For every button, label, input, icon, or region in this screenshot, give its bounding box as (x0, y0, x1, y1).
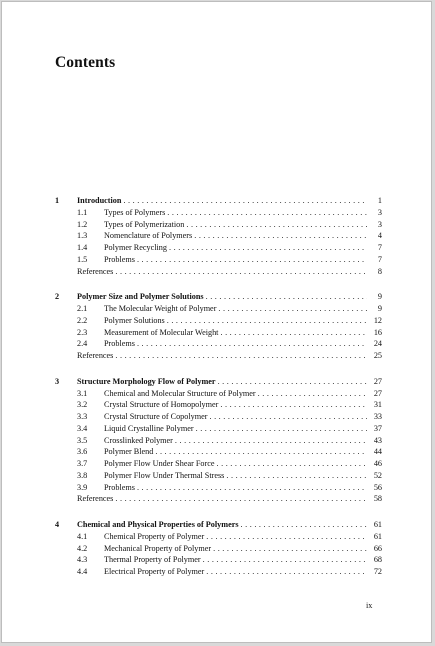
toc-chapter-entry[interactable] (55, 376, 382, 388)
chapter-page-number: 27 (373, 376, 382, 386)
section-page-number: 56 (373, 482, 382, 492)
dot-leader (220, 399, 367, 411)
table-of-contents (55, 195, 382, 592)
section-page-number: 7 (377, 243, 382, 252)
section-number: 3.3 (77, 412, 88, 421)
references-label: References (77, 494, 114, 504)
section-page-number: 9 (377, 304, 382, 313)
dot-leader (226, 470, 367, 482)
chapter-page-number: 1 (377, 196, 382, 205)
toc-section-entry[interactable] (55, 566, 382, 578)
toc-section-entry[interactable] (55, 242, 382, 254)
section-title: Types of Polymerization (104, 219, 185, 229)
section-number: 4.2 (77, 543, 88, 553)
dot-leader (241, 519, 367, 531)
dot-leader (115, 350, 367, 362)
section-number: 3.9 (77, 482, 88, 492)
chapter-title: Structure Morphology Flow of Polymer (77, 376, 216, 386)
toc-section-entry[interactable] (55, 543, 382, 555)
chapter-page-number: 9 (377, 292, 382, 302)
dot-leader (175, 435, 367, 447)
dot-leader (206, 566, 367, 578)
toc-section-entry[interactable] (55, 446, 382, 458)
dot-leader (209, 411, 367, 423)
section-page-number: 33 (373, 412, 382, 421)
dot-leader (203, 554, 367, 566)
toc-section-entry[interactable] (55, 435, 382, 447)
section-number: 3.4 (77, 423, 88, 433)
dot-leader (169, 242, 367, 254)
chapter-block (55, 291, 382, 362)
chapter-page-number: 61 (373, 520, 382, 529)
section-page-number: 72 (373, 567, 382, 576)
toc-section-entry[interactable] (55, 423, 382, 435)
section-title: Chemical and Molecular Structure of Polymer (104, 388, 256, 398)
toc-section-entry[interactable] (55, 230, 382, 242)
section-page-number: 66 (373, 543, 382, 553)
section-number: 3.2 (77, 400, 88, 410)
toc-section-entry[interactable] (55, 470, 382, 482)
dot-leader (258, 388, 367, 400)
section-number: 1.5 (77, 254, 88, 264)
toc-section-entry[interactable] (55, 531, 382, 543)
section-title: Problems (104, 482, 135, 492)
dot-leader (196, 423, 367, 435)
references-page-number: 25 (373, 351, 382, 360)
references-page-number: 58 (373, 494, 382, 504)
toc-section-entry[interactable] (55, 338, 382, 350)
section-title: Polymer Flow Under Thermal Stress (104, 470, 225, 480)
dot-leader (167, 207, 367, 219)
section-page-number: 44 (373, 447, 382, 457)
section-title: Thermal Property of Polymer (104, 555, 201, 565)
section-number: 1.2 (77, 219, 88, 229)
dot-leader (217, 458, 367, 470)
section-page-number: 4 (377, 231, 382, 241)
toc-section-entry[interactable] (55, 315, 382, 327)
dot-leader (167, 315, 367, 327)
dot-leader (194, 230, 367, 242)
chapter-title: Introduction (77, 196, 122, 205)
chapter-number: 4 (55, 520, 60, 529)
toc-section-entry[interactable] (55, 458, 382, 470)
section-number: 1.3 (77, 231, 88, 241)
dot-leader (115, 266, 367, 278)
dot-leader (137, 482, 367, 494)
section-number: 4.1 (77, 531, 88, 541)
chapter-title: Polymer Size and Polymer Solutions (77, 292, 204, 302)
toc-section-entry[interactable] (55, 399, 382, 411)
section-title: Problems (104, 254, 135, 264)
section-page-number: 3 (377, 207, 382, 217)
section-number: 2.3 (77, 327, 88, 337)
section-number: 2.4 (77, 339, 88, 349)
section-title: Polymer Recycling (104, 243, 167, 252)
chapter-number: 2 (55, 292, 60, 302)
chapter-title: Chemical and Physical Properties of Polymers (77, 520, 239, 529)
section-page-number: 16 (373, 327, 382, 337)
dot-leader (218, 376, 367, 388)
chapter-number: 3 (55, 376, 60, 386)
references-label: References (77, 351, 114, 360)
toc-references-entry[interactable] (55, 493, 382, 505)
dot-leader (115, 493, 367, 505)
section-title: The Molecular Weight of Polymer (104, 304, 217, 313)
section-number: 3.7 (77, 459, 88, 468)
dot-leader (137, 338, 367, 350)
section-title: Crystal Structure of Homopolymer (104, 400, 219, 410)
section-title: Nomenclature of Polymers (104, 231, 193, 241)
toc-section-entry[interactable] (55, 207, 382, 219)
section-title: Mechanical Property of Polymer (104, 543, 212, 553)
section-page-number: 7 (377, 254, 382, 264)
section-title: Electrical Property of Polymer (104, 567, 205, 576)
dot-leader (218, 303, 367, 315)
section-number: 4.4 (77, 567, 88, 576)
dot-leader (186, 219, 367, 231)
section-page-number: 46 (373, 459, 382, 468)
chapter-block (55, 519, 382, 578)
toc-section-entry[interactable] (55, 219, 382, 231)
section-number: 2.2 (77, 315, 88, 325)
section-page-number: 61 (373, 531, 382, 541)
toc-section-entry[interactable] (55, 327, 382, 339)
page-number: ix (366, 601, 373, 610)
section-page-number: 12 (373, 315, 382, 325)
section-page-number: 27 (373, 388, 382, 398)
dot-leader (206, 291, 367, 303)
section-title: Types of Polymers (104, 207, 166, 217)
section-title: Polymer Flow Under Shear Force (104, 459, 215, 468)
document-page (2, 2, 431, 642)
chapter-block (55, 376, 382, 505)
section-number: 2.1 (77, 304, 88, 313)
toc-section-entry[interactable] (55, 303, 382, 315)
toc-section-entry[interactable] (55, 388, 382, 400)
toc-section-entry[interactable] (55, 554, 382, 566)
toc-chapter-entry[interactable] (55, 195, 382, 207)
dot-leader (220, 327, 367, 339)
section-page-number: 43 (373, 435, 382, 445)
section-page-number: 31 (373, 400, 382, 410)
section-page-number: 37 (373, 423, 382, 433)
toc-section-entry[interactable] (55, 482, 382, 494)
toc-section-entry[interactable] (55, 254, 382, 266)
page-title: Contents (55, 54, 116, 71)
toc-section-entry[interactable] (55, 411, 382, 423)
dot-leader (206, 531, 367, 543)
section-title: Chemical Property of Polymer (104, 531, 205, 541)
dot-leader (123, 195, 367, 207)
section-page-number: 24 (373, 339, 382, 349)
toc-chapter-entry[interactable] (55, 291, 382, 303)
section-number: 3.1 (77, 388, 88, 398)
section-number: 1.4 (77, 243, 88, 252)
section-number: 4.3 (77, 555, 88, 565)
section-title: Measurement of Molecular Weight (104, 327, 219, 337)
chapter-number: 1 (55, 196, 60, 205)
chapter-block (55, 195, 382, 277)
section-title: Crystal Structure of Copolymer (104, 412, 208, 421)
dot-leader (137, 254, 367, 266)
section-number: 1.1 (77, 207, 88, 217)
section-page-number: 52 (373, 470, 382, 480)
section-title: Polymer Blend (104, 447, 154, 457)
dot-leader (213, 543, 367, 555)
section-title: Polymer Solutions (104, 315, 165, 325)
section-page-number: 3 (377, 219, 382, 229)
section-title: Problems (104, 339, 135, 349)
toc-chapter-entry[interactable] (55, 519, 382, 531)
references-page-number: 8 (377, 266, 382, 276)
references-label: References (77, 266, 114, 276)
section-number: 3.6 (77, 447, 88, 457)
dot-leader (155, 446, 367, 458)
section-number: 3.5 (77, 435, 88, 445)
toc-references-entry[interactable] (55, 350, 382, 362)
section-title: Liquid Crystalline Polymer (104, 423, 194, 433)
section-title: Crosslinked Polymer (104, 435, 173, 445)
toc-references-entry[interactable] (55, 266, 382, 278)
section-number: 3.8 (77, 470, 88, 480)
section-page-number: 68 (373, 555, 382, 565)
